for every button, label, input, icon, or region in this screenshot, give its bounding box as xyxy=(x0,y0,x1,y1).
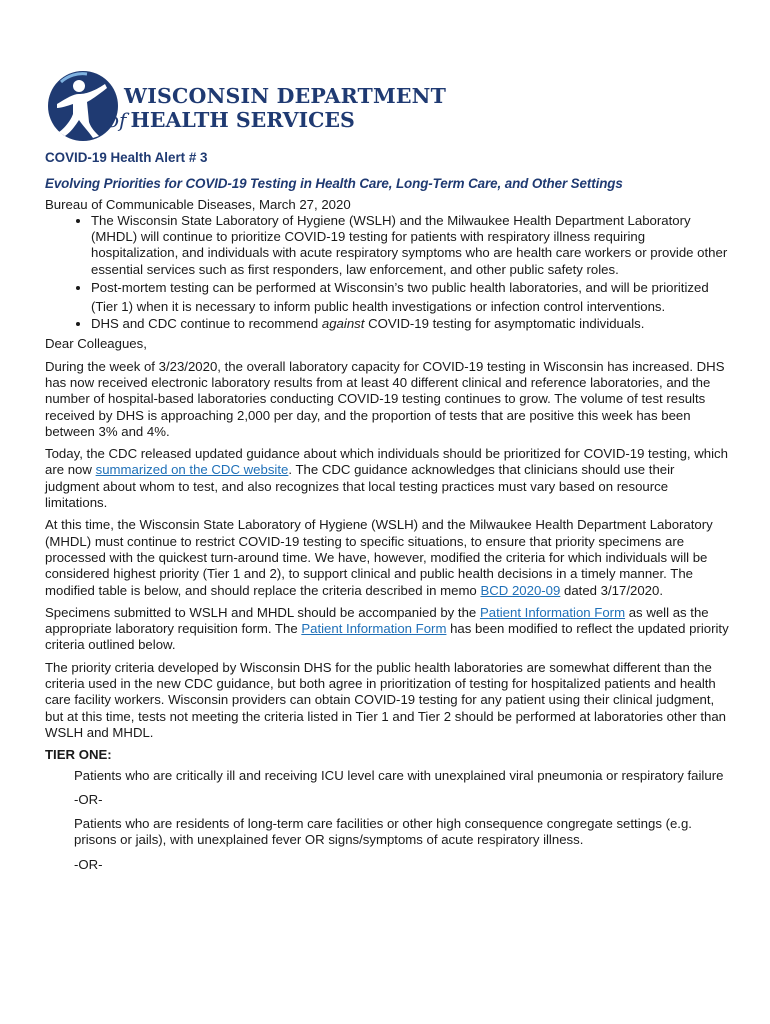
patient-form-link[interactable]: Patient Information Form xyxy=(479,604,626,620)
bullet-item: • The Wisconsin State Laboratory of Hygiene (WSLH) and the Milwaukee Health Department Laboratory (MHDL) will continue to prioritize COVID-19 testing for patients with respiratory illness requiring hospitalization, and individuals with acute respiratory symptoms who are health care workers or provide other essential services such as first responders, law enforcement, and other public safety roles. xyxy=(91,213,730,278)
logo-title-line1: WISCONSIN DEPARTMENT xyxy=(124,84,447,108)
logo-title-line2 xyxy=(107,108,355,132)
bullet-text: DHS and CDC continue to recommend xyxy=(91,316,322,332)
or-separator: -OR- xyxy=(74,791,103,807)
logo-of: of xyxy=(107,108,127,132)
patient-form-link-2[interactable]: Patient Information Form xyxy=(301,621,447,637)
emphasis-against: against xyxy=(321,316,365,332)
alert-subtitle: Evolving Priorities for COVID-19 Testing in Health Care, Long-Term Care, and Other Settings xyxy=(45,176,623,192)
document-content xyxy=(45,150,730,881)
criterion-icu: Patients who are critically ill and receiving ICU level care with unexplained viral pneumonia or respiratory failure xyxy=(74,767,724,783)
text: Specimens submitted to WSLH and MHDL should be accompanied by the xyxy=(45,604,480,620)
bullet-item: • Post-mortem testing can be performed at Wisconsin’s two public health laboratories, and will be prioritized (Tier 1) when it is necessary to inform public health investigations or infection control interventions. xyxy=(91,278,730,316)
dhs-logo xyxy=(47,70,447,150)
bureau-line: Bureau of Communicable Diseases, March 27, 2020 xyxy=(45,196,351,212)
cdc-website-link[interactable]: summarized on the CDC website xyxy=(95,462,289,478)
logo-health-services: HEALTH SERVICES xyxy=(130,108,355,132)
memo-bcd-link[interactable]: BCD 2020-09 xyxy=(480,582,561,598)
salutation: Dear Colleagues, xyxy=(45,336,147,352)
text: . The CDC guidance acknowledges that clinicians should use their judgment about whom to test, and also recognizes that local testing practices must vary based on resource limitations. xyxy=(45,462,675,511)
or-separator: -OR- xyxy=(74,856,103,872)
alert-title: COVID-19 Health Alert # 3 xyxy=(45,150,208,165)
text: At this time, the Wisconsin State Laboratory of Hygiene (WSLH) and the Milwaukee Health Department Laboratory (MHDL) must continue to restrict COVID-19 testing to specific situations, to ensure that priority specimens are processed with the quickest turn-around time. We have, however, modified the criteria for which individuals will be considered highest priority (Tier 1 and 2), to support clinical and public health decisions in a timely manner. The modified table is below, and should replace the criteria described in memo xyxy=(45,517,713,598)
summary-bullets xyxy=(45,213,730,332)
text: Today, the CDC released updated guidance about which individuals should be prioritized for COVID-19 testing, which are now xyxy=(45,446,728,478)
tier-one-criteria xyxy=(74,768,730,873)
text: has been modified to reflect the updated priority criteria outlined below. xyxy=(45,621,729,653)
paragraph-priority-criteria: The priority criteria developed by Wisconsin DHS for the public health laboratories are somewhat different than the criteria used in the new CDC guidance, but both agree in prioritization of testing for hospitalized patients and health care facility workers. Wisconsin providers can obtain COVID-19 testing for any patient using their clinical judgment, but at this time, tests not meeting the criteria listed in Tier 1 and Tier 2 should be performed at laboratories other than WSLH and MHDL. xyxy=(45,659,726,740)
bullet-text: COVID-19 testing for asymptomatic individuals. xyxy=(364,316,645,332)
paragraph-capacity: During the week of 3/23/2020, the overall laboratory capacity for COVID-19 testing in Wisconsin has increased. DHS has now received electronic laboratory results from at least 40 different clinical and reference laboratories, and the number of hospital-based laboratories conducting COVID-19 testing continues to grow. The volume of test results received by DHS is approaching 2,000 per day, and the proportion of tests that are positive this week has been between 3% and 4%. xyxy=(45,358,725,439)
bullet-item xyxy=(91,316,730,332)
tier-one-heading: TIER ONE: xyxy=(45,747,112,763)
text: dated 3/17/2020. xyxy=(560,582,664,598)
paragraph-restrictions xyxy=(45,517,730,598)
paragraph-cdc-guidance xyxy=(45,446,730,511)
paragraph-specimens xyxy=(45,605,730,654)
criterion-long-term-care: Patients who are residents of long-term care facilities or other high consequence congregate settings (e.g. prisons or jails), with unexplained fever OR signs/symptoms of acute respiratory illness. xyxy=(74,816,692,848)
text: as well as the appropriate laboratory requisition form. The xyxy=(45,604,709,637)
